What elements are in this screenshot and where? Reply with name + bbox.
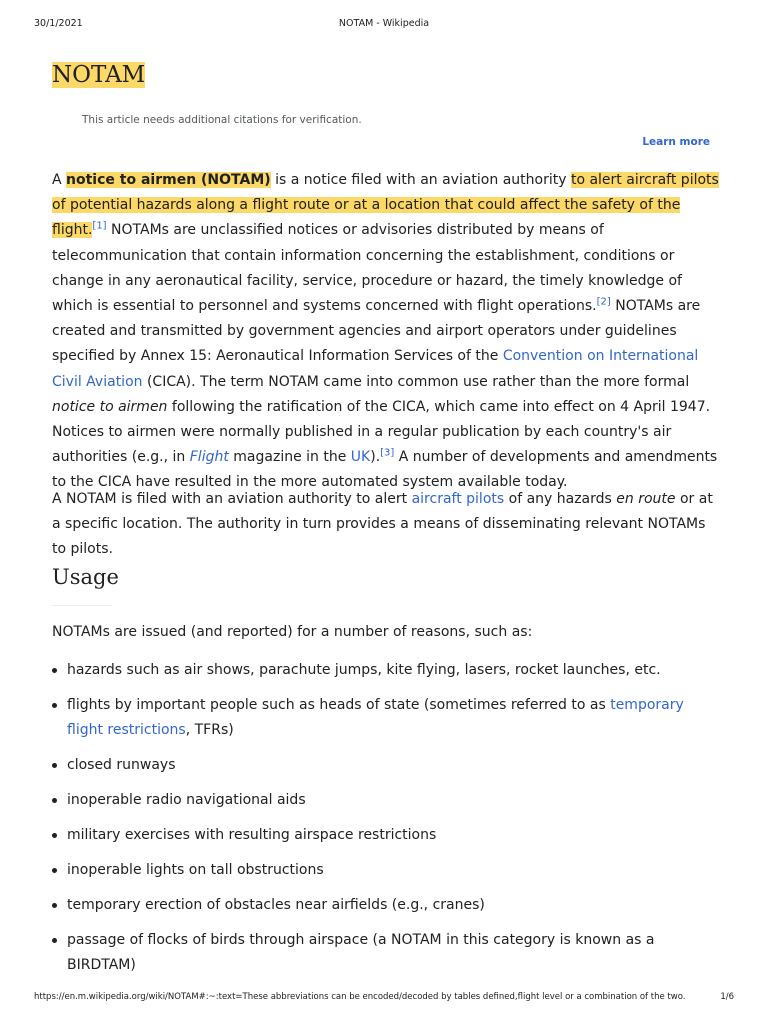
article-title [52,60,145,90]
text: following the ratification of the CICA, which came into effect on 4 April 1947. Notices to airmen were normally published in a regular publication by each country's air authorities (e.g., in [52,398,711,466]
list-item: inoperable lights on tall obstructions [52,858,722,883]
section-heading-usage: Usage [52,565,119,589]
text: A [52,172,67,188]
citation-ref-2[interactable]: [2] [596,296,611,308]
highlighted-definition: to alert aircraft pilots of potential hazards along a flight route or at a location that could affect the safety of the flight. [52,172,719,239]
link-flight-text: Flight [189,449,229,466]
print-header [0,18,768,32]
text: A NOTAM is filed with an aviation authority to alert [52,491,412,507]
print-footer [0,992,768,1006]
print-date: 30/1/2021 [34,18,83,29]
list-item: hazards such as air shows, parachute jumps, kite flying, lasers, rocket launches, etc. [52,658,722,683]
link-temporary-flight-restrictions[interactable]: temporary flight restrictions [67,697,684,739]
section-divider [52,605,112,606]
learn-more-link[interactable]: Learn more [642,136,710,148]
text: ). [370,449,381,466]
text: , TFRs) [185,722,234,739]
list-item: closed runways [52,753,722,778]
italic-term: notice to airmen [52,398,168,415]
second-paragraph [52,487,722,563]
list-item: military exercises with resulting airspace restrictions [52,823,722,848]
list-item: temporary erection of obstacles near airfields (e.g., cranes) [52,893,722,918]
intro-paragraph [52,168,722,496]
link-convention-civil-aviation[interactable]: Convention on International Civil Aviation [52,348,699,390]
text: of any hazards [504,491,617,507]
list-item: passage of flocks of birds through airspace (a NOTAM in this category is known as a BIRDTAM) [52,928,722,978]
text: flights by important people such as heads of state (sometimes referred to as [67,697,611,713]
citation-ref-3[interactable]: [3] [380,447,395,459]
citation-notice: This article needs additional citations for verification. [82,114,362,126]
bold-term: notice to airmen (NOTAM) [66,172,271,188]
text: (CICA). The term NOTAM came into common use rather than the more formal [142,373,690,390]
text: NOTAMs are unclassified notices or advisories distributed by means of telecommunication that contain information concerning the establishment, conditions or change in any aeronautical facility, service, procedure or hazard, the timely knowledge of which is essential to personnel and systems concerned with flight operations. [52,222,682,315]
print-doc-title: NOTAM - Wikipedia [338,18,430,29]
article-title-text: NOTAM [52,62,146,88]
usage-intro-text: NOTAMs are issued (and reported) for a number of reasons, such as: [52,624,533,640]
text: is a notice filed with an aviation authority [270,172,571,188]
text: A number of developments and amendments to the CICA have resulted in the more automated system available today. [52,449,718,491]
usage-list [52,658,722,988]
text: or at a specific location. The authority in turn provides a means of disseminating relevant NOTAMs to pilots. [52,491,713,558]
page-number: 1/6 [720,992,734,1002]
text: NOTAMs are created and transmitted by government agencies and airport operators under guidelines specified by Annex 15: Aeronautical Information Services of the [52,298,701,365]
list-item: inoperable radio navigational aids [52,788,722,813]
print-url: https://en.m.wikipedia.org/wiki/NOTAM#:~:text=These abbreviations can be encoded/decoded by tables defined,flight level or a combination of the two. [34,992,686,1002]
link-aircraft-pilots[interactable]: aircraft pilots [411,491,505,507]
usage-intro [52,620,722,645]
link-flight-magazine[interactable] [190,449,229,465]
list-item [52,693,722,743]
link-uk[interactable]: UK [350,449,371,466]
citation-ref-1[interactable]: [1] [92,220,107,232]
text: magazine in the [228,449,351,466]
italic-term: en route [616,491,676,507]
